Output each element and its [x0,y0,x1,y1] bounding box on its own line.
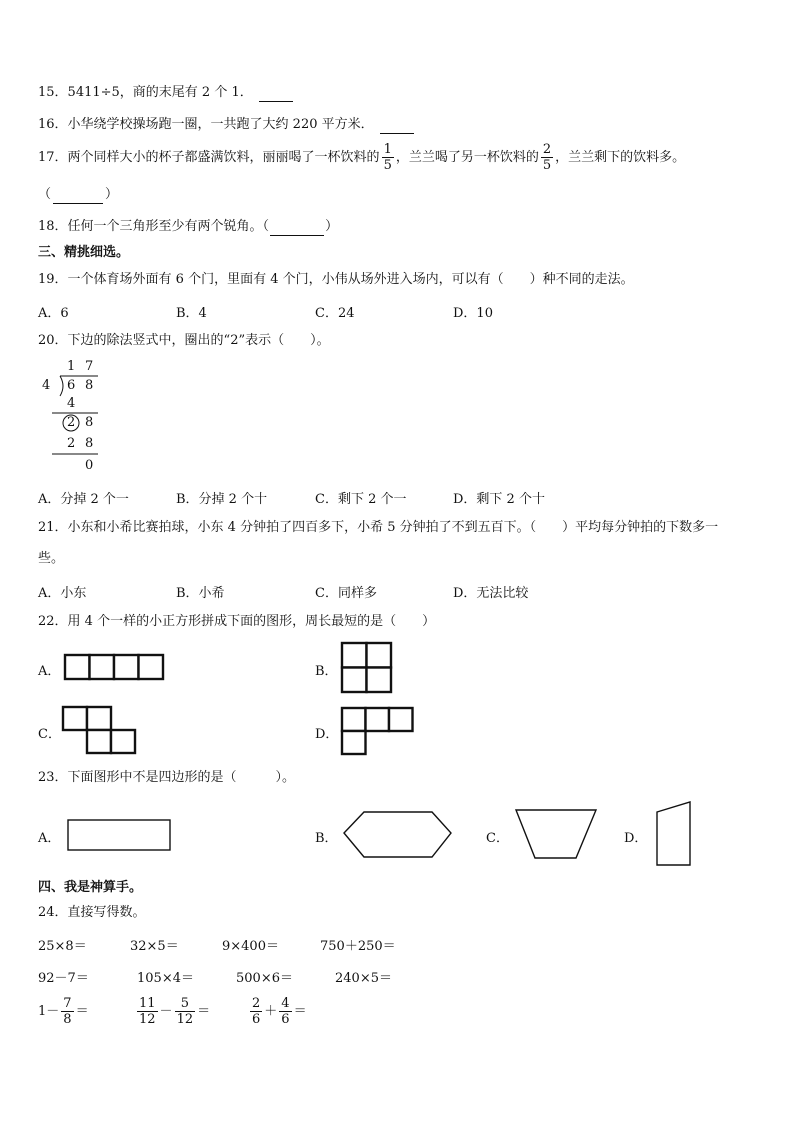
calc-item: 240×5＝ [335,971,392,986]
figure-b-two-by-two [342,643,391,692]
fraction [175,996,196,1027]
remainder-digit: 8 [85,415,94,430]
calc-item: 105×4＝ [137,971,194,986]
option-c-label[interactable]: C． [486,831,509,846]
question-text: 5411÷5，商的末尾有 2 个 1． [67,85,253,100]
question-text-post: ，兰兰剩下的饮料多。 [555,150,686,165]
calc-item: 500×6＝ [236,971,293,986]
divisor: 4 [42,378,51,393]
question-23 [38,769,295,787]
fraction-denominator: 5 [542,158,552,173]
option-b[interactable]: B．4 [176,306,207,321]
calc-item: 25×8＝ [38,939,87,954]
figure-a-row-of-four [65,655,163,679]
question-text: 用 4 个一样的小正方形拼成下面的图形，周长最短的是（ ） [67,614,436,629]
calc-item: 32×5＝ [130,939,179,954]
dividend-digit: 6 [67,378,76,393]
question-text: 任何一个三角形至少有两个锐角。（ [67,219,270,234]
section-4-title: 四、我是神算手。 [38,880,143,895]
equals-sign: ＝ [197,1004,211,1019]
quadrilateral-shape [657,802,690,865]
question-text: 一个体育场外面有 6 个门，里面有 4 个门，小伟从场外进入场内，可以有（ ）种不同的走法。 [67,272,634,287]
trapezoid-shape [516,810,596,858]
fraction-denominator: 5 [383,158,392,173]
question-number: 16． [38,117,68,132]
subtraction-digit: 4 [67,396,76,411]
hexagon-shape [344,812,451,857]
question-text-mid: ，兰兰喝了另一杯饮料的 [395,150,539,165]
quotient-digit: 7 [85,359,94,374]
option-c[interactable]: C．24 [315,306,355,321]
bracket-open: （ [38,187,52,202]
subtraction-digit: 8 [85,436,94,451]
question-number: 24． [38,905,68,920]
quotient-digit: 1 [67,359,76,374]
calc-item: 92－7＝ [38,971,89,986]
dividend-digit: 8 [85,378,94,393]
bracket-close: ） [105,187,119,202]
fraction [250,996,262,1027]
question-text: 直接写得数。 [67,905,146,920]
option-c[interactable]: C．同样多 [315,586,377,601]
fraction-denominator: 12 [139,1012,156,1027]
option-c-label[interactable]: C． [38,727,61,742]
option-a[interactable]: A．分掉 2 个一 [38,492,129,507]
fraction-numerator: 7 [63,996,72,1011]
question-number: 20． [38,333,68,348]
option-a-label[interactable]: A． [38,664,61,679]
option-a[interactable]: A．6 [38,306,69,321]
calc-item: 750＋250＝ [320,939,396,954]
question-text: 下边的除法竖式中，圈出的“2”表示（ ）。 [67,333,330,348]
fraction-numerator: 11 [139,996,156,1011]
circled-digit: 2 [67,415,76,430]
calc-item: 9×400＝ [222,939,279,954]
bracket-close: ） [325,219,339,234]
question-number: 18． [38,219,68,234]
fraction [137,996,158,1027]
final-remainder: 0 [85,458,94,473]
question-text: 小华绕学校操场跑一圈，一共跑了大约 220 平方米． [67,117,374,132]
subtraction-digit: 2 [67,436,76,451]
rectangle-shape [68,820,170,850]
fraction [61,996,73,1027]
option-d[interactable]: D．无法比较 [453,586,529,601]
option-b[interactable]: B．分掉 2 个十 [176,492,268,507]
fraction [279,996,291,1027]
calc-fraction-b [135,994,210,1030]
option-d[interactable]: D．剩下 2 个十 [453,492,545,507]
equals-sign: ＝ [75,1004,89,1019]
question-number: 22． [38,614,68,629]
option-b-label[interactable]: B． [315,831,338,846]
question-21-cont: 些。 [38,551,65,566]
question-text-pre: 两个同样大小的杯子都盛满饮料，丽丽喝了一杯饮料的 [67,150,380,165]
calc-prefix: 1－ [38,1004,60,1019]
option-d[interactable]: D．10 [453,306,493,321]
fraction-denominator: 6 [281,1012,290,1027]
question-number: 21． [38,520,68,535]
question-text: 小东和小希比赛拍球，小东 4 分钟拍了四百多下，小希 5 分钟拍了不到五百下。（ ）平均每分钟拍的下数多一 [67,520,719,535]
calc-fraction-c [248,994,307,1030]
figure-d-l-shape [342,708,413,754]
option-d-label[interactable]: D． [624,831,648,846]
option-c[interactable]: C．剩下 2 个一 [315,492,407,507]
option-b[interactable]: B．小希 [176,586,225,601]
fraction-denominator: 8 [63,1012,72,1027]
option-b-label[interactable]: B． [315,664,338,679]
fraction-numerator: 2 [542,142,552,157]
section-3-title: 三、精挑细选。 [38,245,130,260]
option-d-label[interactable]: D． [315,727,339,742]
fraction-denominator: 6 [252,1012,261,1027]
fraction-numerator: 4 [281,996,290,1011]
question-number: 23． [38,770,68,785]
option-a-label[interactable]: A． [38,831,61,846]
option-a[interactable]: A．小东 [38,586,87,601]
equals-sign: ＝ [293,1004,307,1019]
operator: ＋ [264,1004,278,1019]
fraction-denominator: 12 [176,1012,194,1027]
question-number: 15． [38,85,68,100]
question-24 [38,904,146,922]
question-text: 下面图形中不是四边形的是（ ）。 [67,770,296,785]
fraction-numerator: 2 [252,996,261,1011]
question-number: 17． [38,150,68,165]
question-number: 19． [38,272,68,287]
fraction-numerator: 5 [180,996,189,1011]
operator: － [159,1004,173,1019]
fraction-numerator: 1 [383,142,392,157]
calc-fraction-a [38,994,89,1030]
figure-c-z-shape [63,707,135,753]
